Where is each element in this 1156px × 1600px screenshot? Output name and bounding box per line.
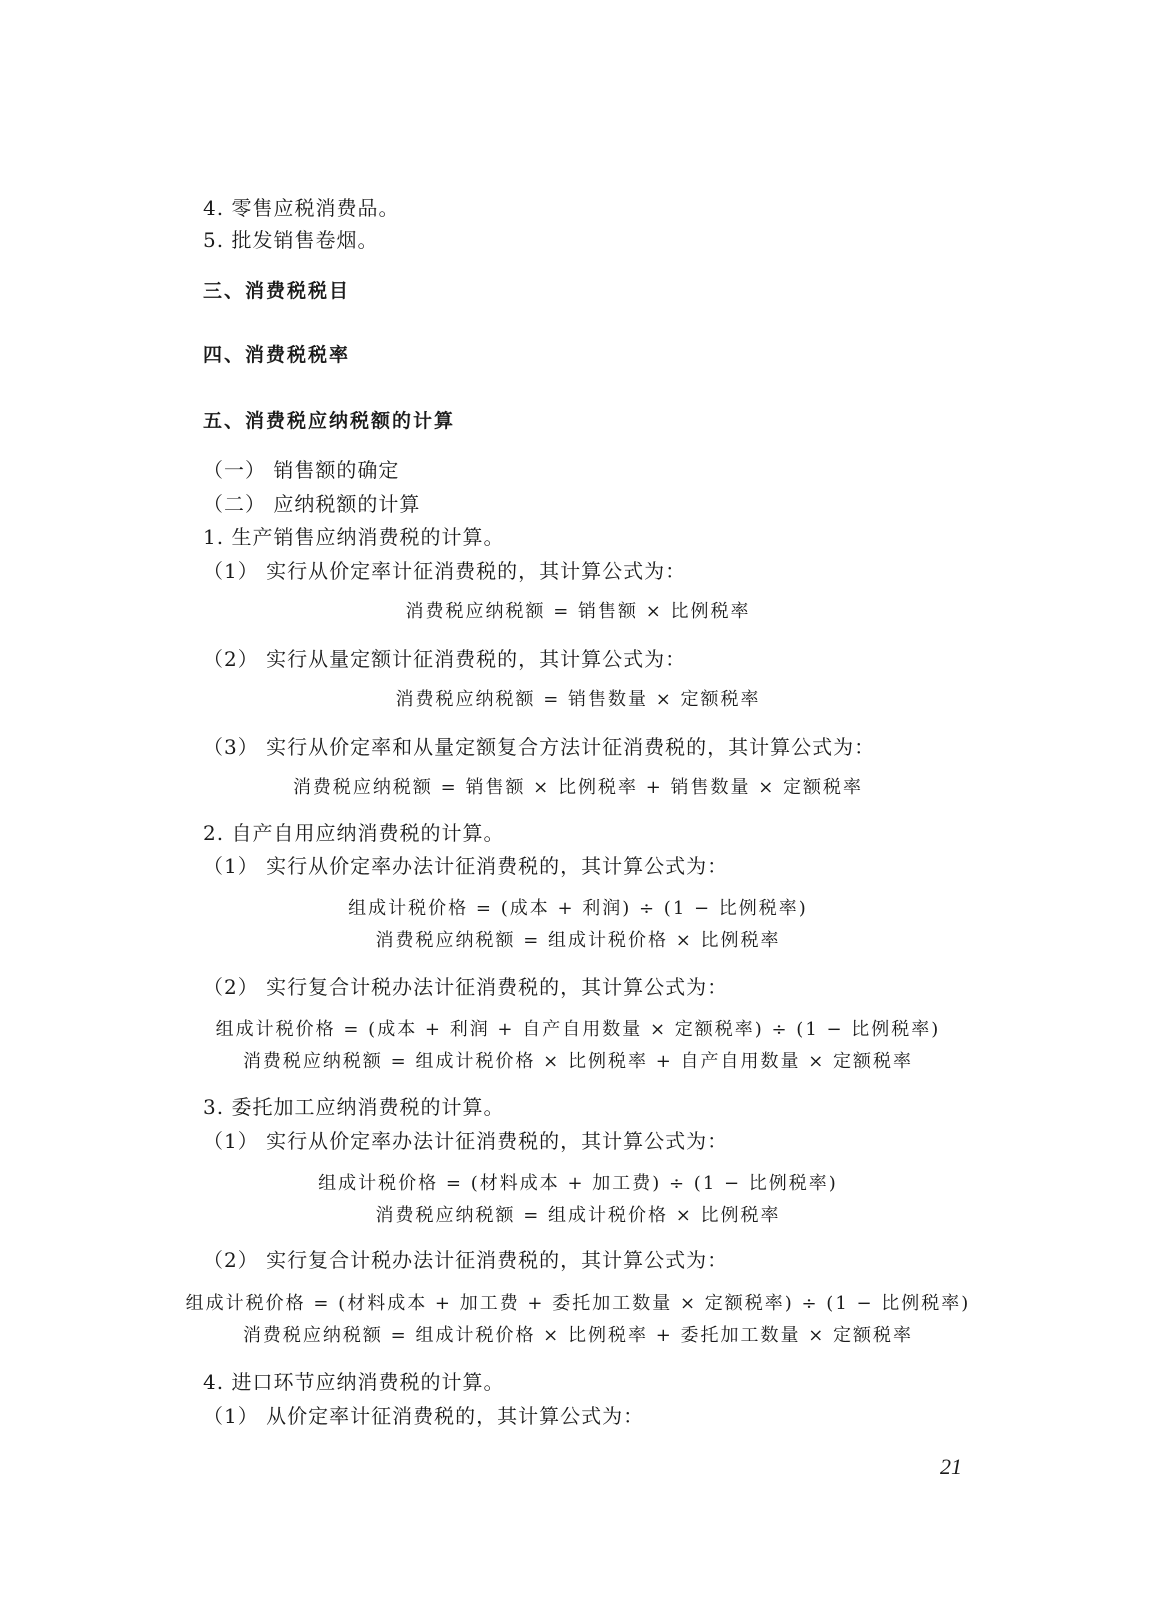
paragraph: 2. 自产自用应纳消费税的计算。	[203, 821, 505, 845]
paragraph: （1） 实行从价定率办法计征消费税的，其计算公式为：	[203, 1129, 729, 1153]
list-item: 5. 批发销售卷烟。	[203, 228, 379, 252]
formula: 消费税应纳税额 = 销售额 × 比例税率	[405, 601, 751, 622]
formula: 消费税应纳税额 = 组成计税价格 × 比例税率 + 委托加工数量 × 定额税率	[242, 1325, 914, 1346]
formula: 组成计税价格 = (材料成本 + 加工费 + 委托加工数量 × 定额税率) ÷ (1 − 比例税率)	[185, 1293, 971, 1314]
paragraph: （2） 实行复合计税办法计征消费税的，其计算公式为：	[203, 1248, 729, 1272]
formula: 消费税应纳税额 = 组成计税价格 × 比例税率	[375, 930, 781, 951]
paragraph: 4. 进口环节应纳消费税的计算。	[203, 1370, 505, 1394]
subsection-title: （一） 销售额的确定	[203, 458, 400, 482]
formula: 消费税应纳税额 = 组成计税价格 × 比例税率	[375, 1205, 781, 1226]
paragraph: （1） 实行从价定率办法计征消费税的，其计算公式为：	[203, 854, 729, 878]
paragraph: （1） 从价定率计征消费税的，其计算公式为：	[203, 1404, 645, 1428]
formula: 组成计税价格 = (成本 + 利润) ÷ (1 − 比例税率)	[348, 898, 808, 919]
formula: 消费税应纳税额 = 组成计税价格 × 比例税率 + 自产自用数量 × 定额税率	[242, 1051, 914, 1072]
paragraph: 1. 生产销售应纳消费税的计算。	[203, 525, 505, 549]
formula: 消费税应纳税额 = 销售数量 × 定额税率	[395, 689, 761, 710]
formula: 组成计税价格 = (成本 + 利润 + 自产自用数量 × 定额税率) ÷ (1 − 比例税率)	[215, 1019, 941, 1040]
formula: 消费税应纳税额 = 销售额 × 比例税率 + 销售数量 × 定额税率	[292, 777, 864, 798]
section-heading: 三、消费税税目	[203, 280, 351, 302]
page-number: 21	[940, 1454, 962, 1479]
paragraph: （2） 实行从量定额计征消费税的，其计算公式为：	[203, 647, 687, 671]
section-heading: 五、消费税应纳税额的计算	[203, 410, 456, 432]
paragraph: （2） 实行复合计税办法计征消费税的，其计算公式为：	[203, 975, 729, 999]
paragraph: 3. 委托加工应纳消费税的计算。	[203, 1095, 505, 1119]
list-item: 4. 零售应税消费品。	[203, 196, 400, 220]
paragraph: （1） 实行从价定率计征消费税的，其计算公式为：	[203, 559, 687, 583]
subsection-title: （二） 应纳税额的计算	[203, 492, 421, 516]
paragraph: （3） 实行从价定率和从量定额复合方法计征消费税的，其计算公式为：	[203, 735, 876, 759]
section-heading: 四、消费税税率	[203, 344, 351, 366]
formula: 组成计税价格 = (材料成本 + 加工费) ÷ (1 − 比例税率)	[318, 1173, 838, 1194]
